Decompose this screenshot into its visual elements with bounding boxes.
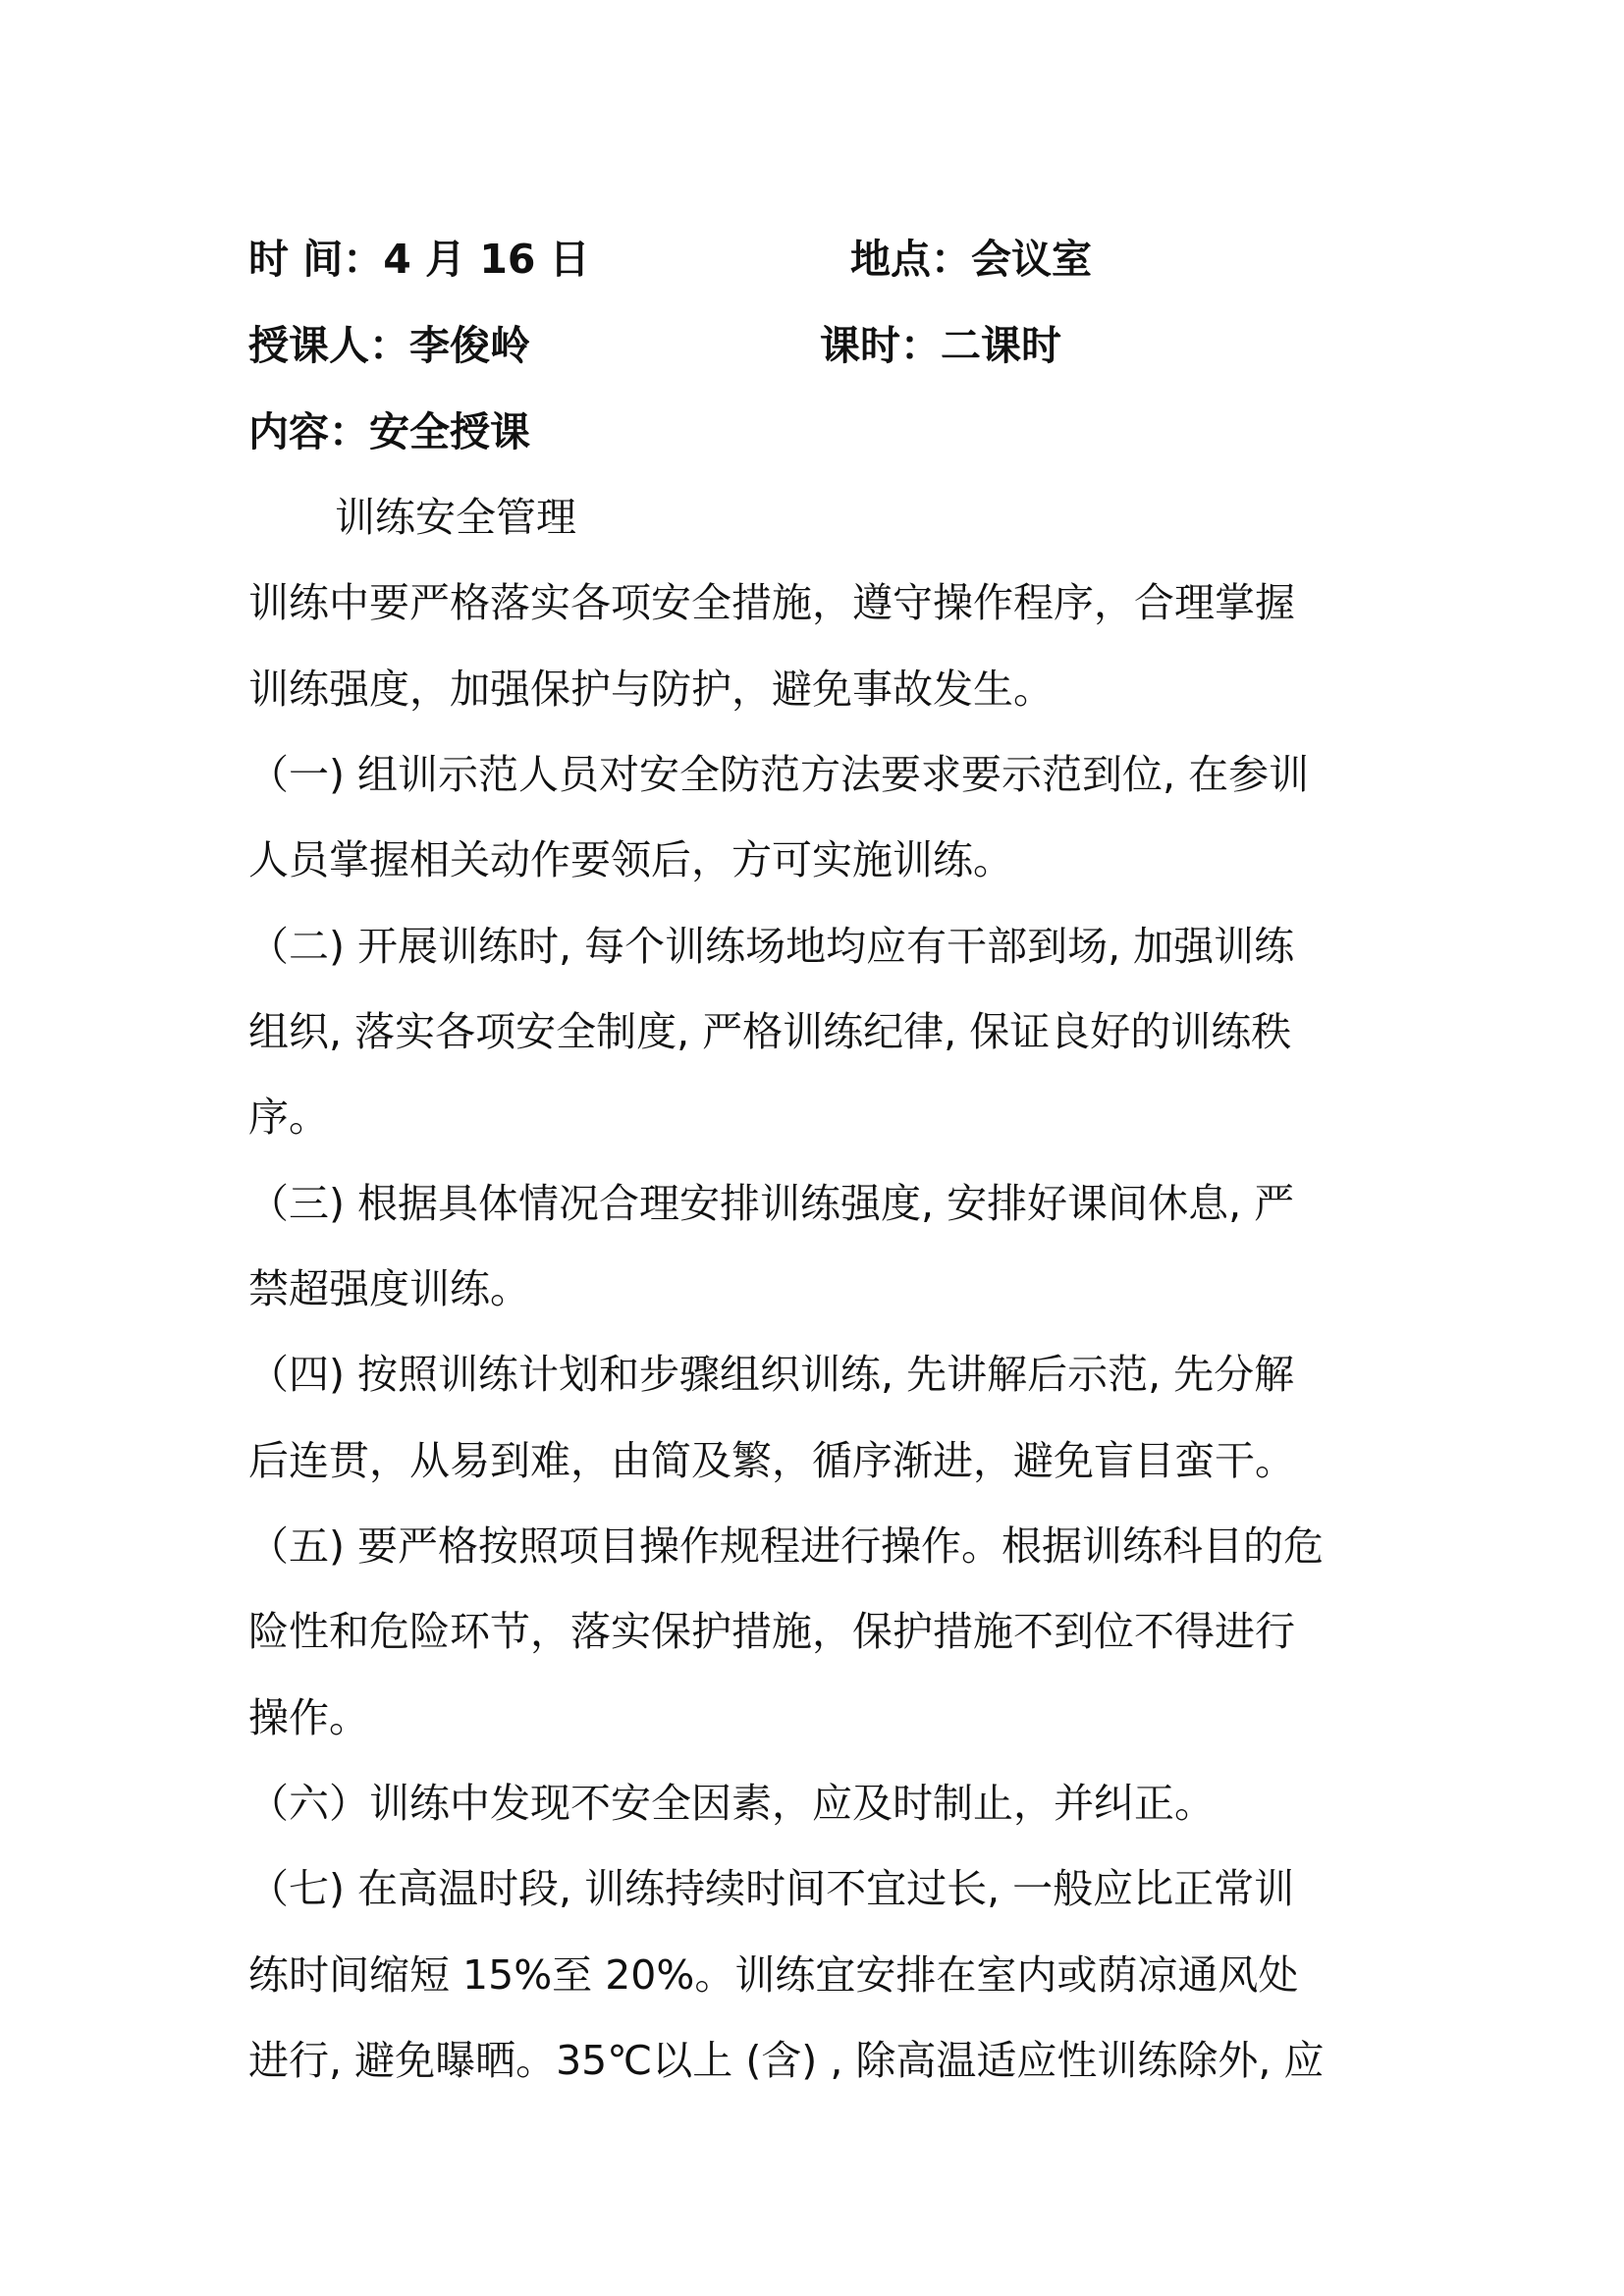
body-line: （五) 要严格按照项目操作规程进行操作。根据训练科目的危 (248, 1522, 1325, 1570)
body-line: （六）训练中发现不安全因素，应及时制止，并纠正。 (248, 1780, 1215, 1827)
body-line: 险性和危险环节，落实保护措施，保护措施不到位不得进行 (248, 1608, 1295, 1655)
body-line: 禁超强度训练。 (248, 1265, 530, 1312)
body-line: （二) 开展训练时, 每个训练场地均应有干部到场, 加强训练 (248, 923, 1295, 970)
header-content: 内容：安全授课 (248, 408, 530, 455)
body-line: 人员掌握相关动作要领后，方可实施训练。 (248, 836, 1013, 883)
body-line: 后连贯，从易到难，由简及繁，循序渐进，避免盲目蛮干。 (248, 1437, 1295, 1484)
header-time: 时 间：4 月 16 日 (248, 236, 590, 283)
body-line: 训练强度，加强保护与防护，避免事故发生。 (248, 666, 1054, 713)
body-line: （三) 根据具体情况合理安排训练强度, 安排好课间休息, 严 (248, 1180, 1295, 1227)
body-line: 练时间缩短 15%至 20%。训练宜安排在室内或荫凉通风处 (248, 1951, 1299, 1999)
section-title: 训练安全管理 (335, 494, 576, 541)
body-line: 组织, 落实各项安全制度, 严格训练纪律, 保证良好的训练秩 (248, 1008, 1292, 1055)
header-location: 地点：会议室 (850, 236, 1092, 283)
body-line: 进行, 避免曝晒。35℃以上 (含) , 除高温适应性训练除外, 应 (248, 2037, 1325, 2084)
header-duration: 课时：二课时 (820, 322, 1061, 369)
body-line: 操作。 (248, 1694, 369, 1741)
body-line: 序。 (248, 1094, 329, 1141)
body-line: （一) 组训示范人员对安全防范方法要求要示范到位, 在参训 (248, 751, 1310, 798)
body-line: （四) 按照训练计划和步骤组织训练, 先讲解后示范, 先分解 (248, 1351, 1295, 1398)
header-instructor: 授课人：李俊岭 (248, 322, 530, 369)
body-line: （七) 在高温时段, 训练持续时间不宜过长, 一般应比正常训 (248, 1865, 1295, 1912)
body-line: 训练中要严格落实各项安全措施，遵守操作程序，合理掌握 (248, 579, 1295, 626)
